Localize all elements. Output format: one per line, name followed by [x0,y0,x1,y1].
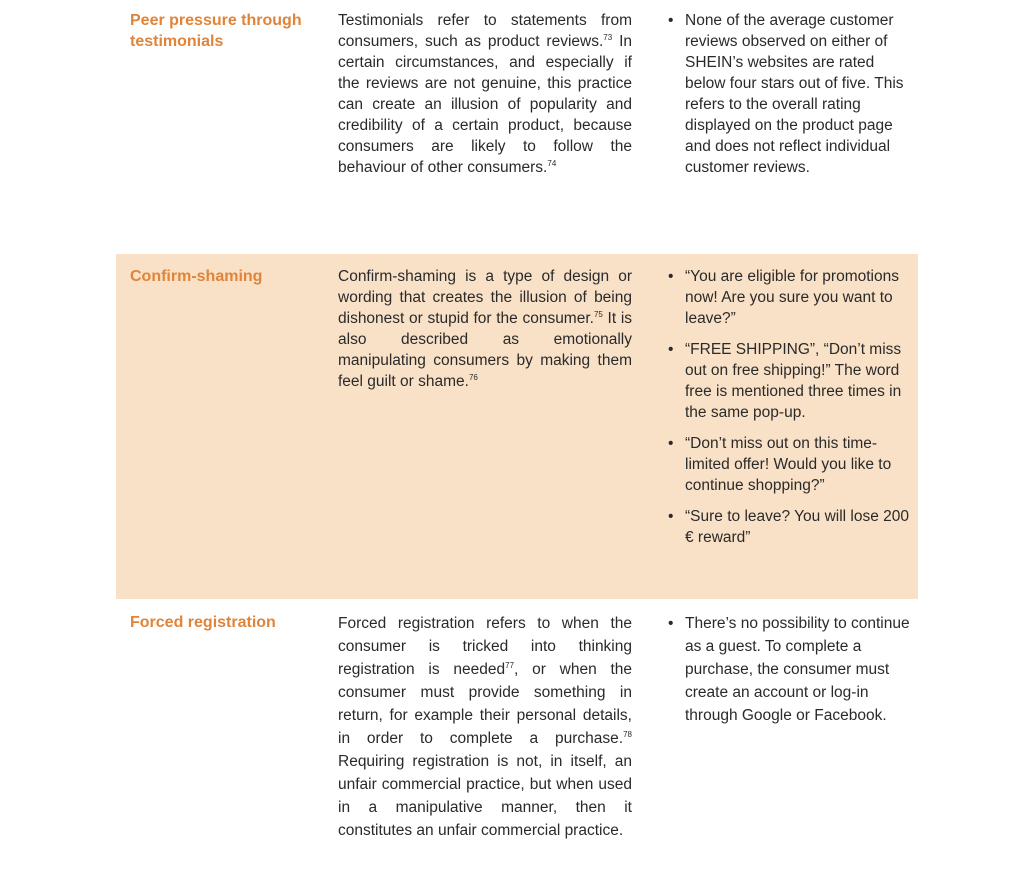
example-list [668,266,918,558]
footnote-ref[interactable]: 73 [603,32,613,42]
list-item: • “FREE SHIPPING”, “Don’t miss out on free shipping!” The word free is mentioned three times in the same pop-up. [668,341,902,421]
list-item: • “Sure to leave? You will lose 200 € reward” [668,508,910,546]
list-item: • “Don’t miss out on this time-limited offer! Would you like to continue shopping?” [668,435,892,494]
bullet-icon: • [668,12,674,29]
bullet-icon: • [668,435,674,452]
table-row-confirm-shaming [116,254,918,599]
footnote-ref[interactable]: 77 [505,660,515,670]
bullet-icon: • [668,615,674,632]
list-item: • “You are eligible for promotions now! Are you sure you want to leave?” [668,268,899,327]
term-heading: Peer pressure through testimonials [130,12,302,50]
term-description: Confirm-shaming is a type of design or wording that creates the illusion of being dishonest or stupid for the consumer.$^{75}$ It is also described as emotionally manipulating consumers by making them feel guilt or shame.$^{76}$ [338,268,633,390]
footnote-ref[interactable]: 76 [468,372,478,382]
footnote-ref[interactable]: 78 [623,729,632,739]
term-heading: Confirm-shaming [130,268,263,285]
table-row-peer-pressure [116,10,918,240]
term-description: Testimonials refer to statements from consumers, such as product reviews.$^{73}$ In certain circumstances, and especially if the reviews are not genuine, this practice can create an illusion of popularity and credibility of a certain product, because consumers are likely to follow the behaviour of other consumers.$^{74}$ [338,12,632,176]
term-description: Forced registration refers to when the consumer is tricked into thinking registration is needed$^{77}$, or when the consumer must provide something in return, for example their personal details, in order to complete a purchase.$^{78}$ Requiring registration is not, in itself, an unfair commercial practice, but when used in a manipulative manner, then it constitutes an unfair commercial practice. [338,615,632,839]
list-item: • There’s no possibility to continue as a guest. To complete a purchase, the consumer must create an account or log-in through Google or Facebook. [668,612,918,727]
list-item: • None of the average customer reviews observed on either of SHEIN’s websites are rated below four stars out of five. This refers to the overall rating displayed on the product page and does not reflect individual customer reviews. [668,12,904,176]
bullet-icon: • [668,508,674,525]
footnote-ref[interactable]: 74 [547,158,557,168]
example-list [668,612,918,737]
bullet-icon: • [668,268,674,285]
term-heading: Forced registration [130,614,276,631]
table-row-forced-registration [116,612,918,874]
example-list [668,10,918,188]
footnote-ref[interactable]: 75 [593,309,603,319]
bullet-icon: • [668,341,674,358]
